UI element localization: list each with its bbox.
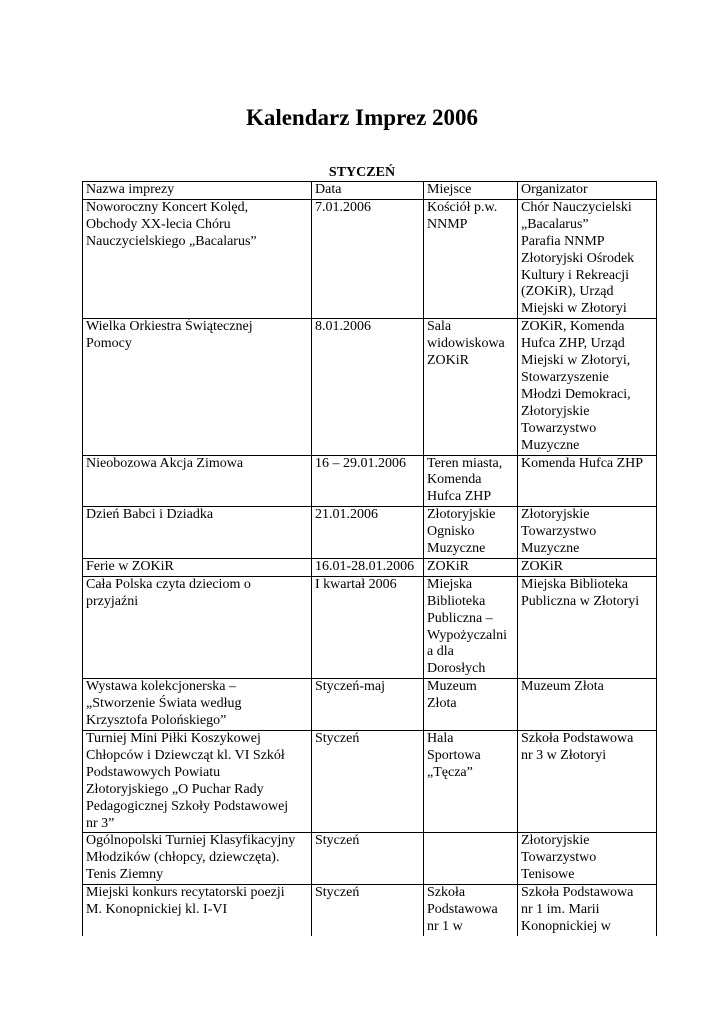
event-date-cell [312,558,424,576]
cell-text-line: Ogólnopolski Turniej Klasyfikacyjny [86,833,296,849]
cell-text-line: nr 3” [86,815,115,831]
event-date-cell [312,507,424,559]
cell-text-line: 21.01.2006 [315,507,378,523]
cell-text-line: Młodzi Demokraci, [521,386,631,402]
cell-text-line: Komenda [427,472,482,488]
cell-text-line: Podstawowych Powiatu [86,764,221,780]
cell-text-line: nr 1 im. Marii [521,902,600,918]
document-title: Kalendarz Imprez 2006 [245,105,479,130]
event-place-cell [424,833,518,885]
cell-text-line: Sala [427,319,452,335]
event-organizer-cell [518,731,657,833]
cell-text-line: Hufca ZHP, Urząd [521,336,625,352]
cell-text-line: Złotoryjskie [521,403,590,419]
event-name-cell [83,731,312,833]
table-row [83,576,657,678]
event-organizer-cell [518,679,657,731]
event-place-cell [424,576,518,678]
cell-text-line: Kościół p.w. [427,199,498,215]
cell-text-line: 16.01-28.01.2006 [315,558,415,574]
cell-text-line: Styczeń [315,885,360,901]
cell-text-line: Muzyczne [427,541,486,557]
table-row [83,455,657,507]
event-name-cell [83,679,312,731]
cell-text-line: Miejska [427,576,473,592]
event-organizer-cell [518,455,657,507]
event-name-cell [83,558,312,576]
cell-text-line: Teren miasta, [427,455,503,471]
cell-text-line: Wypożyczalni [427,627,508,643]
cell-text-line: Wystawa kolekcjonerska – [86,679,236,695]
cell-text-line: Pomocy [86,336,132,352]
cell-text-line: Tenisowe [521,867,575,883]
event-place-cell [424,679,518,731]
event-organizer-cell [518,558,657,576]
header-date: Data [312,182,424,200]
cell-text-line: Obchody XX-lecia Chóru [86,216,231,232]
cell-text-line: Wielka Orkiestra Świątecznej [86,319,253,335]
event-date-cell [312,319,424,455]
cell-text-line: Chór Nauczycielski [521,199,632,215]
cell-text-line: Turniej Mini Piłki Koszykowej [86,731,261,746]
event-place-cell [424,885,518,936]
cell-text-line: Muzyczne [521,541,580,557]
cell-text-line: „Bacalarus” [521,216,589,232]
cell-text-line: I kwartał 2006 [315,576,397,592]
cell-text-line: Stowarzyszenie [521,369,609,385]
table-header-row [83,182,657,200]
event-date-cell [312,833,424,885]
cell-text-line: Biblioteka [427,593,486,609]
event-date-cell [312,679,424,731]
cell-text-line: Złotoryjskie [427,507,496,523]
cell-text-line: Miejski w Złotoryi [521,301,627,317]
event-date-cell [312,731,424,833]
cell-text-line: ZOKiR [427,353,469,369]
event-date-cell [312,199,424,318]
cell-text-line: Tenis Ziemny [86,867,164,883]
cell-text-line: Chłopców i Dziewcząt kl. VI Szkół [86,747,285,763]
event-name-cell [83,885,312,936]
cell-text-line: Styczeń-maj [315,679,385,695]
cell-text-line: Muzeum [427,679,477,695]
cell-text-line: nr 3 w Złotoryi [521,747,607,763]
cell-text-line: Miejski konkurs recytatorski poezji [86,885,285,901]
event-date-cell [312,885,424,936]
cell-text-line: Szkoła Podstawowa [521,731,634,746]
cell-text-line: a dla [427,644,454,660]
table-row [83,319,657,455]
cell-text-line: Towarzystwo [521,524,597,540]
events-table-body [83,199,657,935]
event-name-cell [83,507,312,559]
cell-text-line: Ognisko [427,524,475,540]
cell-text-line: Kultury i Rekreacji [521,267,630,283]
cell-text-line: Parafia NNMP [521,233,605,249]
table-row [83,833,657,885]
cell-text-line: Nauczycielskiego „Bacalarus” [86,233,257,249]
cell-text-line: ZOKiR [521,558,563,574]
table-row [83,885,657,936]
event-name-cell [83,319,312,455]
cell-text-line: Złotoryjskie [521,833,590,849]
cell-text-line: Publiczna w Złotoryi [521,593,640,609]
cell-text-line: „Tęcza” [427,764,473,780]
event-place-cell [424,319,518,455]
cell-text-line: M. Konopnickiej kl. I-VI [86,902,228,918]
event-place-cell [424,199,518,318]
event-organizer-cell [518,576,657,678]
cell-text-line: Złotoryjskiego „O Puchar Rady [86,781,264,797]
cell-text-line: 7.01.2006 [315,199,371,215]
cell-text-line: (ZOKiR), Urząd [521,284,614,300]
cell-text-line: Komenda Hufca ZHP [521,455,644,471]
cell-text-line: nr 1 w [427,918,463,934]
cell-text-line: Miejski w Złotoryi, [521,353,631,369]
cell-text-line: Hala [427,731,454,746]
cell-text-line: Podstawowa [427,902,498,918]
cell-text-line: Złota [427,696,457,712]
cell-text-line: Muzyczne [521,437,580,453]
cell-text-line: Sportowa [427,747,481,763]
cell-text-line: Towarzystwo [521,420,597,436]
event-place-cell [424,455,518,507]
cell-text-line: widowiskowa [427,336,505,352]
cell-text-line: Dorosłych [427,661,486,677]
event-date-cell [312,576,424,678]
event-organizer-cell [518,833,657,885]
table-row [83,679,657,731]
event-date-cell [312,455,424,507]
cell-text-line: Złotoryjskie [521,507,590,523]
cell-text-line: Szkoła Podstawowa [521,885,634,901]
event-organizer-cell [518,199,657,318]
cell-text-line: Dzień Babci i Dziadka [86,507,214,523]
event-place-cell [424,558,518,576]
cell-text-line: „Stworzenie Świata według [86,696,242,712]
cell-text-line: przyjaźni [86,593,139,609]
cell-text-line: Pedagogicznej Szkoły Podstawowej [86,798,289,814]
header-place: Miejsce [424,182,518,200]
cell-text-line: Styczeń [315,731,360,746]
cell-text-line: Hufca ZHP [427,489,492,505]
event-organizer-cell [518,319,657,455]
event-organizer-cell [518,507,657,559]
event-name-cell [83,833,312,885]
cell-text-line: Konopnickiej w [521,918,611,934]
event-name-cell [83,199,312,318]
cell-text-line: Noworoczny Koncert Kolęd, [86,199,249,215]
table-row [83,507,657,559]
cell-text-line: Młodzików (chłopcy, dziewczęta). [86,850,280,866]
cell-text-line: Ferie w ZOKiR [86,558,174,574]
table-row [83,731,657,833]
events-table [82,181,657,936]
event-name-cell [83,455,312,507]
cell-text-line: ZOKiR, Komenda [521,319,625,335]
cell-text-line: NNMP [427,216,468,232]
cell-text-line: Styczeń [315,833,360,849]
event-name-cell [83,576,312,678]
cell-text-line: 8.01.2006 [315,319,371,335]
cell-text-line: Krzysztofa Polońskiego” [86,713,227,729]
cell-text-line: Złotoryjski Ośrodek [521,250,635,266]
month-heading: STYCZEŃ [328,165,396,180]
header-event-name: Nazwa imprezy [83,182,312,200]
cell-text-line: Towarzystwo [521,850,597,866]
event-place-cell [424,731,518,833]
cell-text-line: Szkoła [427,885,466,901]
cell-text-line: Nieobozowa Akcja Zimowa [86,455,244,471]
table-row [83,199,657,318]
cell-text-line: Cała Polska czyta dzieciom o [86,576,251,592]
cell-text-line: ZOKiR [427,558,469,574]
header-organizer: Organizator [518,182,657,200]
event-place-cell [424,507,518,559]
cell-text-line: Muzeum Złota [521,679,604,695]
cell-text-line: Publiczna – [427,610,493,626]
cell-text-line: 16 – 29.01.2006 [315,455,406,471]
event-organizer-cell [518,885,657,936]
table-row [83,558,657,576]
cell-text-line: Miejska Biblioteka [521,576,628,592]
